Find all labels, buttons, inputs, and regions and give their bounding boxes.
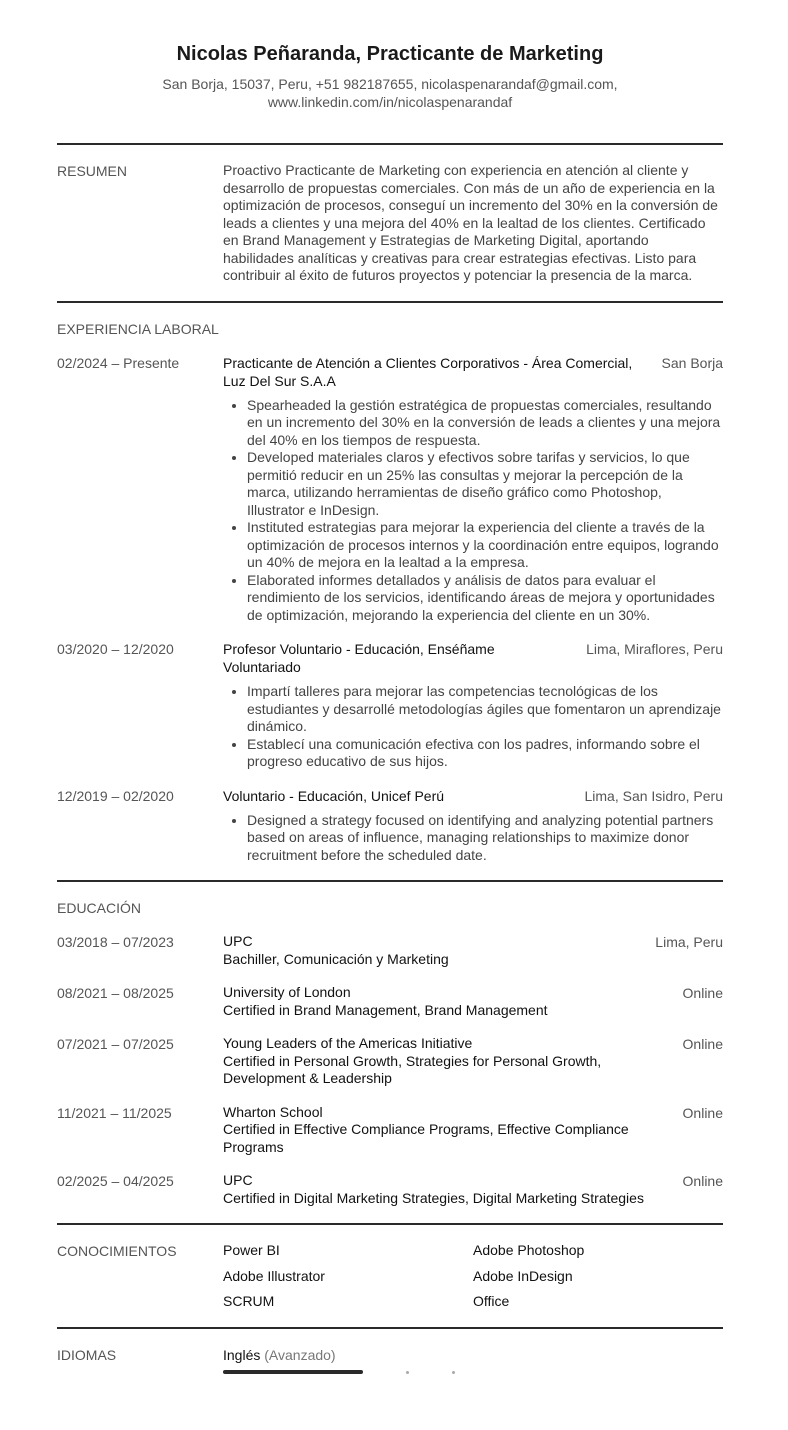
experience-bullet: • Establecí una comunicación efectiva con los padres, informando sobre el progreso educativo de sus hijos.	[247, 736, 723, 771]
skill-item: Adobe Photoshop	[473, 1242, 585, 1258]
resume-header	[57, 0, 723, 111]
language-level: (Avanzado)	[264, 1346, 336, 1363]
section-title-skills: CONOCIMIENTOS	[57, 1243, 177, 1259]
education-degree: Certified in Digital Marketing Strategies, Digital Marketing Strategies	[223, 1189, 644, 1206]
experience-header	[223, 787, 723, 805]
experience-entry	[57, 354, 723, 625]
education-body	[223, 1035, 723, 1088]
contact-info	[57, 75, 723, 111]
education-details	[223, 933, 449, 968]
language-proficiency-fill	[223, 1370, 363, 1374]
education-entry	[57, 1035, 723, 1088]
education-details	[223, 1104, 663, 1157]
experience-header	[223, 640, 723, 676]
education-dates: 07/2021 – 07/2025	[57, 1036, 174, 1052]
language-line	[223, 1346, 463, 1364]
experience-bullets	[223, 683, 723, 771]
education-dates: 11/2021 – 11/2025	[57, 1104, 172, 1121]
experience-header	[223, 354, 723, 390]
skill-item: Office	[473, 1293, 510, 1309]
education-details	[223, 1172, 644, 1207]
education-dates: 03/2018 – 07/2023	[57, 934, 174, 950]
summary-text: Proactivo Practicante de Marketing con experiencia en atención al cliente y desarrollo de propuestas comerciales. Con más de un año de experiencia en la optimización de procesos, conseguí un incremento del 30% en la conversión de leads a clientes y una mejora del 40% en la lealtad de los clientes. Certificado en Brand Management y Estrategias de Marketing Digital, aportando habilidades analíticas y creativas para crear estrategias efectivas. Listo para contribuir al éxito de futuros proyectos y potenciar la presencia de la marca.	[223, 162, 718, 283]
experience-title: Profesor Voluntario - Educación, Enséñame Voluntariado	[223, 641, 495, 675]
experience-bullets	[223, 812, 723, 865]
education-entry	[57, 933, 723, 968]
language-proficiency-bar	[223, 1368, 463, 1376]
education-location: Online	[682, 1104, 723, 1121]
experience-location: San Borja	[661, 354, 723, 371]
experience-body	[223, 354, 723, 625]
education-institution: UPC	[223, 933, 253, 949]
education-institution: UPC	[223, 1172, 253, 1188]
education-body	[223, 984, 723, 1019]
experience-location: Lima, Miraflores, Peru	[586, 641, 723, 657]
summary-section	[57, 145, 723, 301]
education-location: Online	[682, 985, 723, 1001]
education-institution: Young Leaders of the Americas Initiative	[223, 1035, 473, 1051]
education-dates: 02/2025 – 04/2025	[57, 1173, 174, 1189]
languages-section	[57, 1329, 723, 1392]
education-location: Lima, Peru	[655, 934, 723, 950]
education-degree: Certified in Personal Growth, Strategies for Personal Growth, Development & Leadership	[223, 1052, 602, 1086]
experience-location: Lima, San Isidro, Peru	[584, 787, 723, 804]
experience-body	[223, 640, 723, 771]
education-body	[223, 933, 723, 968]
skill-item: Adobe InDesign	[473, 1267, 573, 1284]
education-entry	[57, 1104, 723, 1157]
education-body	[223, 1172, 723, 1207]
skills-section	[57, 1225, 723, 1327]
skill-item: Adobe Illustrator	[223, 1267, 325, 1284]
section-title-summary: RESUMEN	[57, 163, 128, 179]
education-location: Online	[682, 1036, 723, 1052]
experience-list	[57, 354, 723, 865]
experience-bullet: • Elaborated informes detallados y análisis de datos para evaluar el rendimiento de los servicios, identificando áreas de mejora y oportunidades de optimización, mejorando la experiencia del cliente en un 30%.	[247, 572, 723, 625]
experience-dates: 02/2024 – Presente	[57, 354, 180, 371]
education-body	[223, 1104, 723, 1157]
education-entry	[57, 984, 723, 1019]
education-degree: Certified in Brand Management, Brand Management	[223, 1001, 548, 1018]
experience-entry	[57, 640, 723, 771]
experience-body	[223, 787, 723, 865]
experience-bullet: • Instituted estrategias para mejorar la experiencia del cliente a través de la optimización de procesos internos y la coordinación entre equipos, logrando un 40% de mejora en la lealtad a la empresa.	[247, 519, 723, 572]
experience-bullet: • Spearheaded la gestión estratégica de propuestas comerciales, resultando en un incremento del 30% en la conversión de leads a clientes y una mejora del 40% en los tiempos de respuesta.	[247, 397, 723, 450]
education-degree: Bachiller, Comunicación y Marketing	[223, 950, 449, 967]
education-section	[57, 882, 723, 1223]
education-dates: 08/2021 – 08/2025	[57, 985, 174, 1001]
contact-line-2: www.linkedin.com/in/nicolaspenarandaf	[267, 94, 513, 110]
experience-bullet: • Impartí talleres para mejorar las competencias tecnológicas de los estudiantes y desarrollé metodologías ágiles que fomentaron un aprendizaje dinámico.	[247, 683, 723, 736]
skill-item: SCRUM	[223, 1293, 275, 1309]
language-scale-dot	[452, 1371, 455, 1374]
experience-title: Voluntario - Educación, Unicef Perú	[223, 787, 445, 804]
skill-item: Power BI	[223, 1242, 280, 1258]
education-institution: Wharton School	[223, 1103, 323, 1120]
experience-dates: 03/2020 – 12/2020	[57, 641, 174, 657]
skills-grid	[223, 1242, 723, 1311]
section-title-education: EDUCACIÓN	[57, 900, 142, 916]
language-item	[223, 1346, 463, 1376]
education-list	[57, 933, 723, 1207]
education-entry	[57, 1172, 723, 1207]
contact-line-1: San Borja, 15037, Peru, +51 982187655, nicolaspenarandaf@gmail.com,	[162, 76, 618, 92]
section-title-languages: IDIOMAS	[57, 1346, 117, 1363]
experience-bullets	[223, 397, 723, 625]
education-details	[223, 1035, 663, 1088]
language-scale-dot	[406, 1371, 409, 1374]
education-institution: University of London	[223, 984, 351, 1000]
languages-list	[223, 1346, 463, 1376]
education-details	[223, 984, 548, 1019]
section-title-experience: EXPERIENCIA LABORAL	[57, 320, 219, 337]
experience-entry	[57, 787, 723, 865]
experience-title: Practicante de Atención a Clientes Corporativos - Área Comercial, Luz Del Sur S.A.A	[223, 354, 633, 389]
education-location: Online	[682, 1173, 723, 1189]
experience-bullet: • Designed a strategy focused on identifying and analyzing potential partners based on areas of influence, managing relationships to maximize donor recruitment before the scheduled date.	[247, 812, 723, 865]
experience-section	[57, 303, 723, 881]
experience-dates: 12/2019 – 02/2020	[57, 787, 174, 804]
experience-bullet: • Developed materiales claros y efectivos sobre tarifas y servicios, lo que permitió reducir en un 25% las consultas y mejorar la percepción de la marca, utilizando herramientas de diseño gráfico como Photoshop, Illustrator e InDesign.	[247, 449, 723, 519]
resume-page	[57, 0, 723, 1392]
language-name: Inglés	[223, 1346, 261, 1363]
education-degree: Certified in Effective Compliance Programs, Effective Compliance Programs	[223, 1121, 629, 1155]
candidate-name: Nicolas Peñaranda, Practicante de Marketing	[176, 43, 604, 65]
